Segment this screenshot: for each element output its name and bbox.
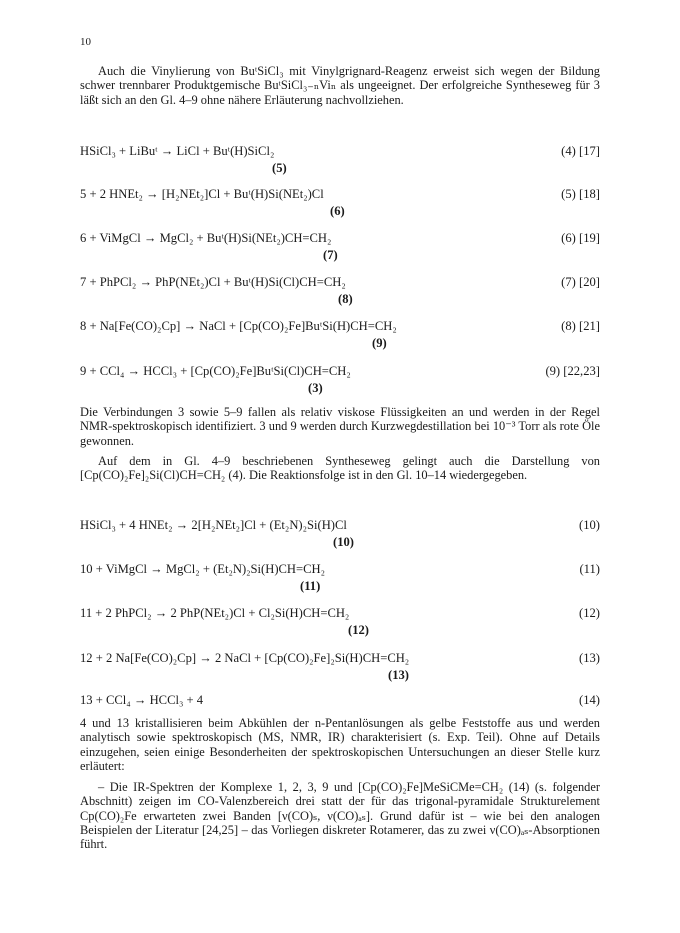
compound-label: (10) bbox=[333, 535, 354, 549]
paragraph-crystallization: 4 und 13 kristallisieren beim Abkühlen der n-Pentanlösungen als gelbe Feststoffe aus und werden analytisch sowie spektroskopisch (MS, NMR, IR) charakterisiert (s. Exp. Teil). Ohne auf Details einzugehen, seien einige Besonderheiten der spektroskopischen Untersuchungen an dieser Stelle kurz erläutert: bbox=[80, 716, 600, 773]
equation-text: HSiCl₃ + LiBuᵗ → LiCl + Buᵗ(H)SiCl₂ bbox=[80, 144, 275, 158]
compound-label: (8) bbox=[338, 292, 353, 306]
equation-number: (11) bbox=[579, 562, 600, 576]
page-number: 10 bbox=[80, 36, 91, 48]
equation-text: 11 + 2 PhPCl₂ → 2 PhP(NEt₂)Cl + Cl₂Si(H)CH=CH₂ bbox=[80, 606, 350, 620]
equation-number: (8) [21] bbox=[561, 319, 600, 333]
equation-text: 12 + 2 Na[Fe(CO)₂Cp] → 2 NaCl + [Cp(CO)₂Fe]₂Si(H)CH=CH₂ bbox=[80, 651, 410, 665]
equation-text: 9 + CCl₄ → HCCl₃ + [Cp(CO)₂Fe]BuᵗSi(Cl)CH=CH₂ bbox=[80, 364, 351, 378]
equation-number: (13) bbox=[579, 651, 600, 665]
compound-label: (11) bbox=[300, 579, 321, 593]
paragraph-intro: Auch die Vinylierung von BuᵗSiCl₃ mit Vinylgrignard-Reagenz erweist sich wegen der Bildung schwer trennbarer Produktgemische BuᵗSiCl₃₋ₙViₙ als ungeeignet. Der erfolgreiche Syntheseweg für 3 läßt sich an den Gl. 4–9 ohne nähere Erläuterung nachvollziehen. bbox=[80, 64, 600, 107]
equation-text: HSiCl₃ + 4 HNEt₂ → 2[H₂NEt₂]Cl + (Et₂N)₂Si(H)Cl bbox=[80, 518, 347, 532]
equation-number: (4) [17] bbox=[561, 144, 600, 158]
compound-label: (7) bbox=[323, 248, 338, 262]
equation-number: (5) [18] bbox=[561, 187, 600, 201]
equation-text: 10 + ViMgCl → MgCl₂ + (Et₂N)₂Si(H)CH=CH₂ bbox=[80, 562, 325, 576]
paragraph-ir-spectra: – Die IR-Spektren der Komplexe 1, 2, 3, 9 und [Cp(CO)₂Fe]MeSiCMe=CH₂ (14) (s. folgender Abschnitt) zeigen im CO-Valenzbereich drei statt der für das trigonal-pyramidale Strukturelement Cp(CO)₂Fe erwarteten zwei Banden [ν(CO)ₛ, ν(CO)ₐₛ]. Grund dafür ist – wie bei den analogen Beispielen der Literatur [24,25] – das Vorliegen diskreter Rotamerer, das zu zwei ν(CO)ₐₛ-Absorptionen führt. bbox=[80, 780, 600, 852]
equation-number: (6) [19] bbox=[561, 231, 600, 245]
compound-label: (12) bbox=[348, 623, 369, 637]
equation-text: 8 + Na[Fe(CO)₂Cp] → NaCl + [Cp(CO)₂Fe]BuᵗSi(H)CH=CH₂ bbox=[80, 319, 397, 333]
equation-number: (14) bbox=[579, 693, 600, 707]
equation-text: 7 + PhPCl₂ → PhP(NEt₂)Cl + Buᵗ(H)Si(Cl)CH=CH₂ bbox=[80, 275, 346, 289]
equation-number: (12) bbox=[579, 606, 600, 620]
equation-number: (7) [20] bbox=[561, 275, 600, 289]
compound-label: (3) bbox=[308, 381, 323, 395]
equation-number: (9) [22,23] bbox=[545, 364, 600, 378]
equation-text: 5 + 2 HNEt₂ → [H₂NEt₂]Cl + Buᵗ(H)Si(NEt₂)Cl bbox=[80, 187, 324, 201]
equation-text: 6 + ViMgCl → MgCl₂ + Buᵗ(H)Si(NEt₂)CH=CH₂ bbox=[80, 231, 332, 245]
compound-label: (6) bbox=[330, 204, 345, 218]
compound-label: (13) bbox=[388, 668, 409, 682]
compound-label: (5) bbox=[272, 161, 287, 175]
compound-label: (9) bbox=[372, 336, 387, 350]
paragraph-synthesis-4: Auf dem in Gl. 4–9 beschriebenen Syntheseweg gelingt auch die Darstellung von [Cp(CO)₂Fe]₂Si(Cl)CH=CH₂ (4). Die Reaktionsfolge ist in den Gl. 10–14 wiedergegeben. bbox=[80, 454, 600, 483]
equation-text: 13 + CCl₄ → HCCl₃ + 4 bbox=[80, 693, 204, 707]
paragraph-compounds: Die Verbindungen 3 sowie 5–9 fallen als relativ viskose Flüssigkeiten an und werden in der Regel NMR-spektroskopisch identifiziert. 3 und 9 werden durch Kurzwegdestillation bei 10⁻³ Torr als rote Öle gewonnen. bbox=[80, 405, 600, 448]
equation-number: (10) bbox=[579, 518, 600, 532]
